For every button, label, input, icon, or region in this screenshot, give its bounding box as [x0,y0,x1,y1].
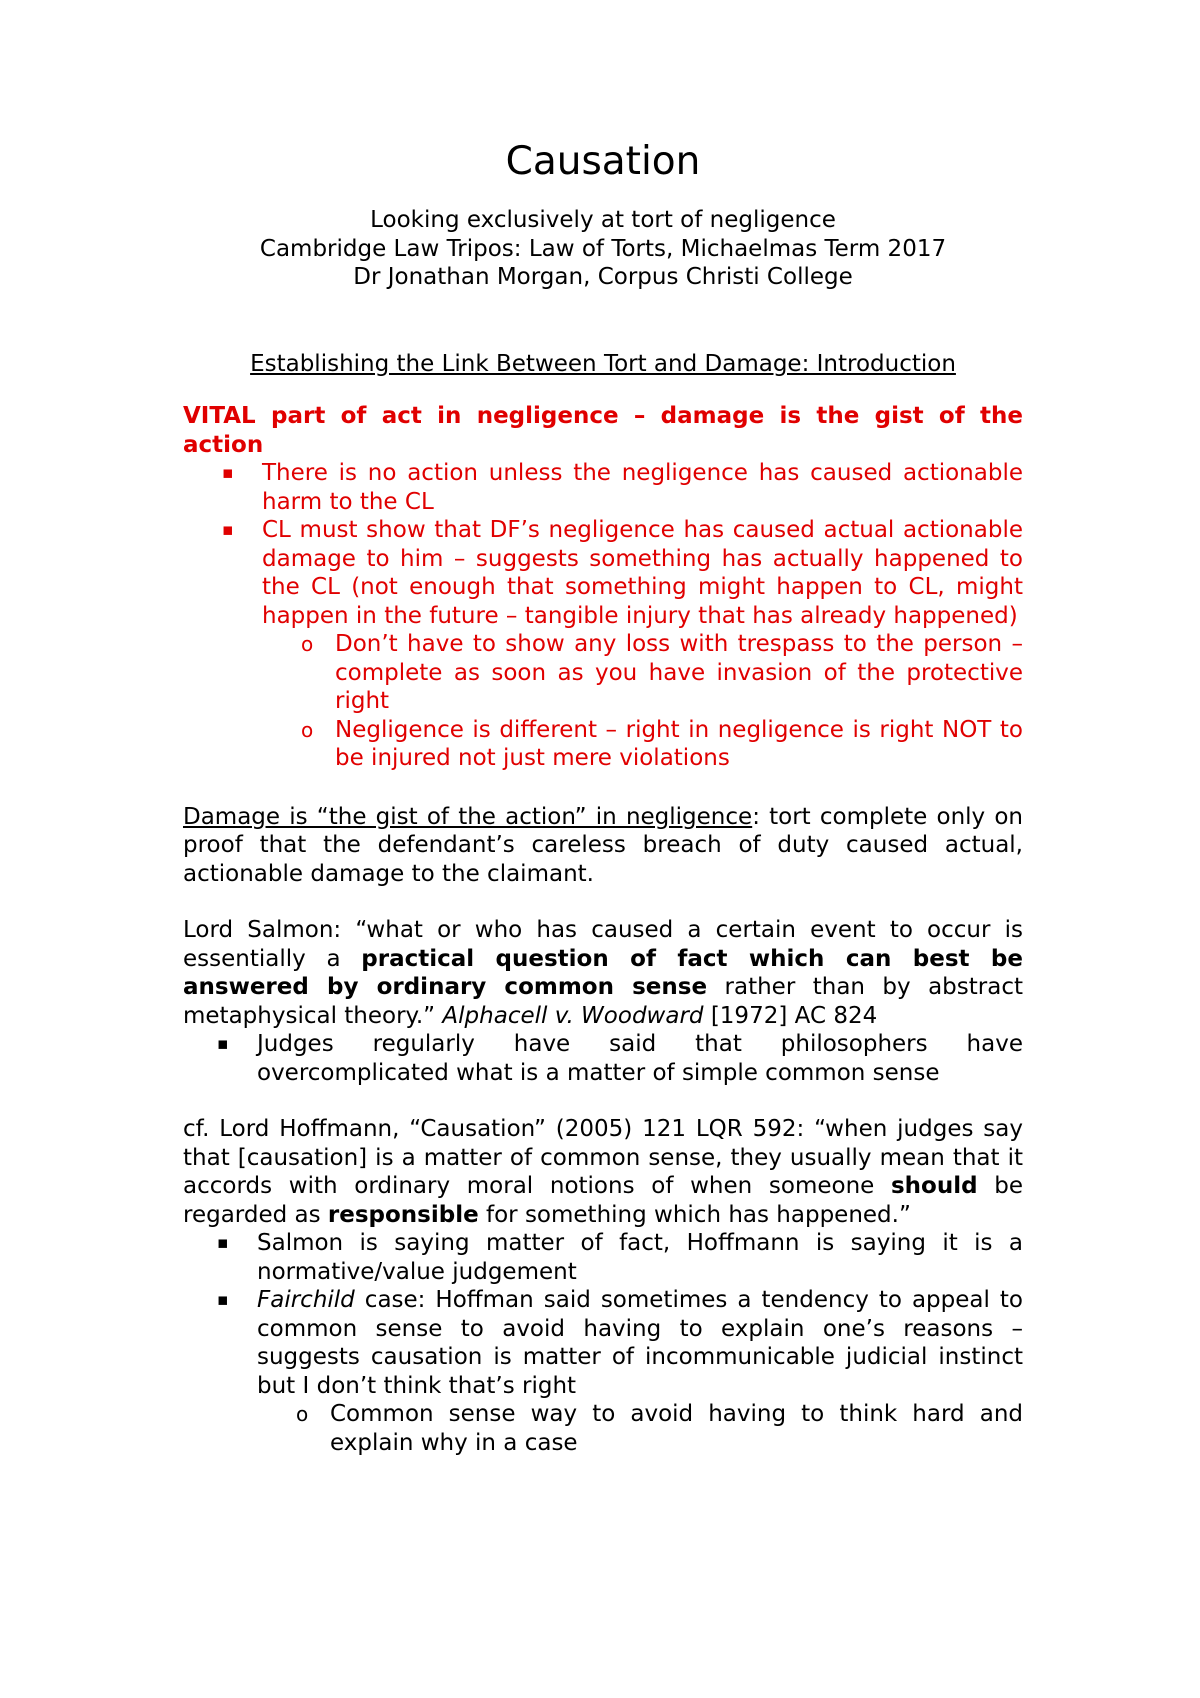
hoffmann-text-2: be regarded as [183,1173,1024,1228]
salmon-section [183,916,1023,1087]
course-line: Cambridge Law Tripos: Law of Torts, Michaelmas Term 2017 [259,235,947,262]
hoffmann-sublist [257,1400,1023,1457]
case-name: Fairchild [257,1287,355,1313]
subtitle-block [183,206,1023,292]
bullet-text: case: Hoffman said sometimes a tendency to appeal to common sense to avoid having to explain one’s reasons – suggests causation is matter of incommunicable judicial instinct but I don’t think that’s right [257,1287,1023,1399]
case-citation: [1972] AC 824 [703,1002,878,1029]
damage-underlined: Damage is “the gist of the action” in negligence [183,803,753,830]
salmon-text-2: rather than by abstract metaphysical theory.” [183,974,1023,1029]
vital-list [183,459,1023,773]
salmon-list [183,1030,1023,1087]
list-item-text [257,1286,1023,1400]
list-item [262,516,1023,773]
vital-heading: VITAL part of act in negligence – damage is the gist of the action [183,403,1023,458]
list-item-text: CL must show that DF’s negligence has caused actual actionable damage to him – suggests something has actually happened to the CL (not enough that something might happen to CL, might happen in the future – tangible injury that has already happened) [262,517,1023,629]
case-name: Alphacell v. Woodward [442,1002,704,1029]
list-item: ▪ There is no action unless the negligence has caused actionable harm to the CL [262,459,1023,516]
hoffmann-text-3: for something which has happened.” [478,1201,911,1228]
list-item: ▪ Salmon is saying matter of fact, Hoffmann is saying it is a normative/value judgement [257,1229,1023,1286]
author-line: Dr Jonathan Morgan, Corpus Christi College [353,264,853,290]
sub-list-item: o Common sense way to avoid having to think hard and explain why in a case [330,1400,1023,1457]
hoffmann-text-1: cf. Lord Hoffmann, “Causation” (2005) 121 LQR 592: “when judges say that [causation] is a matter of common sense, they usually mean that it accords with ordinary moral notions of when someone [183,1116,1023,1199]
damage-paragraph [183,803,1023,889]
hoffmann-quote [183,1115,1023,1229]
sub-list-item: o Don’t have to show any loss with trespass to the person – complete as soon as you have invasion of the protective right [335,630,1023,716]
sub-list-item: o Negligence is different – right in negligence is right NOT to be injured not just mere violations [335,716,1023,773]
salmon-bold: practical question of fact which can best be answered by ordinary common sense [183,945,1023,1000]
vital-sublist [262,630,1023,773]
damage-rest: : tort complete only on proof that the defendant’s careless breach of duty caused actual, actionable damage to the claimant. [183,803,1023,887]
salmon-quote [183,916,1023,1030]
list-item: ▪ Judges regularly have said that philosophers have overcomplicated what is a matter of simple common sense [257,1030,1023,1087]
hoffmann-list [183,1229,1023,1457]
document-body [183,138,1023,1457]
salmon-text-1: Lord Salmon: “what or who has caused a certain event to occur is essentially a [183,917,1023,972]
page-title: Causation [505,139,701,184]
section-heading: Establishing the Link Between Tort and Damage: Introduction [250,350,956,377]
list-item [257,1286,1023,1457]
hoffmann-bold-1: should [890,1173,978,1199]
hoffmann-section [183,1115,1023,1457]
hoffmann-bold-2: responsible [327,1201,479,1228]
subtitle-line: Looking exclusively at tort of negligence [370,207,836,233]
vital-section [183,402,1023,773]
